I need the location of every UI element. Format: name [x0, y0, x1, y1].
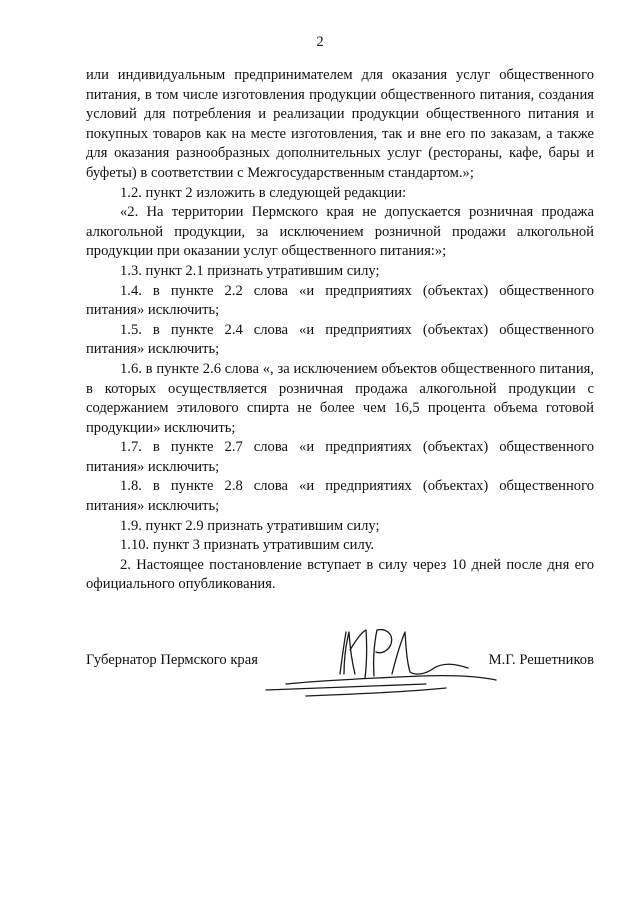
paragraph: 2. Настоящее постановление вступает в силу через 10 дней после дня его официального опубликования. — [86, 556, 594, 593]
paragraph: 1.4. в пункте 2.2 слова «и предприятиях (объектах) общественного питания» исключить; — [86, 282, 594, 319]
paragraph: 1.7. в пункте 2.7 слова «и предприятиях (объектах) общественного питания» исключить; — [86, 439, 594, 475]
document-body — [86, 66, 594, 595]
page-number: 2 — [316, 34, 324, 50]
paragraph: 1.5. в пункте 2.4 слова «и предприятиях (объектах) общественного питания» исключить; — [86, 321, 594, 358]
paragraph: 1.8. в пункте 2.8 слова «и предприятиях (объектах) общественного питания» исключить; — [86, 478, 594, 515]
paragraph: 1.6. в пункте 2.6 слова «, за исключением объектов общественного питания, в которых осуществляется розничная продажа алкогольной продукции с содержанием этилового спирта не более чем 16,5 процента объема готовой продукции» исключить; — [86, 360, 594, 436]
signature-block — [86, 618, 594, 698]
signatory-name: М.Г. Решетников — [488, 652, 594, 668]
paragraph: 1.9. пункт 2.9 признать утратившим силу; — [120, 517, 380, 534]
signatory-title: Губернатор Пермского края — [86, 652, 258, 668]
paragraph: 1.10. пункт 3 признать утратившим силу. — [120, 537, 375, 554]
paragraph: «2. На территории Пермского края не допускается розничная продажа алкогольной продукции, за исключением розничной продажи алкогольной продукции при оказании услуг общественного питания:»; — [86, 204, 594, 260]
paragraph: 1.3. пункт 2.1 признать утратившим силу; — [120, 262, 380, 279]
paragraph: 1.2. пункт 2 изложить в следующей редакции: — [120, 184, 407, 201]
paragraph: или индивидуальным предпринимателем для оказания услуг общественного питания, в том числе изготовления продукции общественного питания, создания условий для потребления и реализации продукции общественного питания и покупных товаров как на месте изготовления, так и вне его по заказам, а также для оказания разнообразных дополнительных услуг (рестораны, кафе, бары и буфеты) в соответствии с Межгосударственным стандартом.»; — [86, 67, 594, 181]
handwritten-signature — [246, 618, 506, 702]
